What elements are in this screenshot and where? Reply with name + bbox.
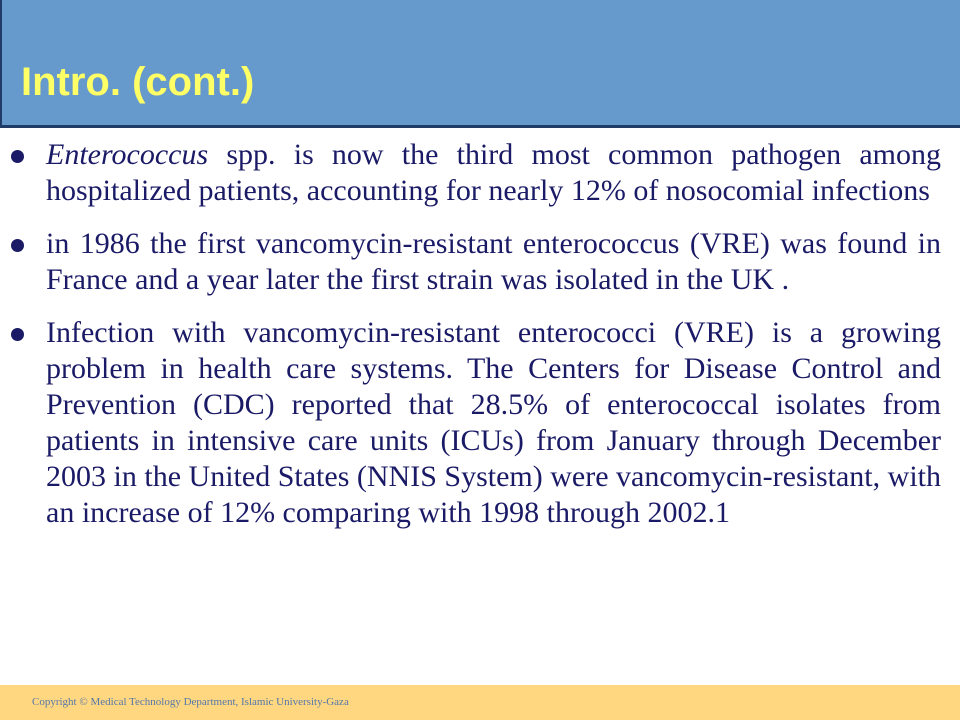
- title-bar: [0, 0, 960, 128]
- bullet-dot-icon: [11, 150, 24, 163]
- bullet-1-italic-lead: Enterococcus: [46, 138, 209, 171]
- bullet-item-2: [46, 226, 941, 298]
- bullet-item-1: [46, 137, 941, 209]
- bullet-3-text: Infection with vancomycin-resistant enterococci (VRE) is a growing problem in health care systems. The Centers for Disease Control and Prevention (CDC) reported that 28.5% of enterococcal isolates from patients in intensive care units (ICUs) from January through December 2003 in the United States (NNIS System) were vancomycin-resistant, with an increase of 12% comparing with 1998 through 2002.1: [46, 316, 941, 529]
- footer-bar: [0, 685, 960, 720]
- bullet-item-3: [46, 315, 941, 531]
- bullet-2-text: in 1986 the first vancomycin-resistant enterococcus (VRE) was found in France and a year later the first strain was isolated in the UK .: [46, 227, 941, 296]
- slide-title: Intro. (cont.): [21, 60, 255, 104]
- bullet-dot-icon: [11, 328, 24, 341]
- bullet-1-text: spp. is now the third most common pathogen among hospitalized patients, accounting for nearly 12% of nosocomial infections: [46, 138, 941, 207]
- bullet-dot-icon: [11, 239, 24, 252]
- footer-copyright: Copyright © Medical Technology Department, Islamic University-Gaza: [32, 696, 349, 708]
- slide-content: [0, 137, 960, 531]
